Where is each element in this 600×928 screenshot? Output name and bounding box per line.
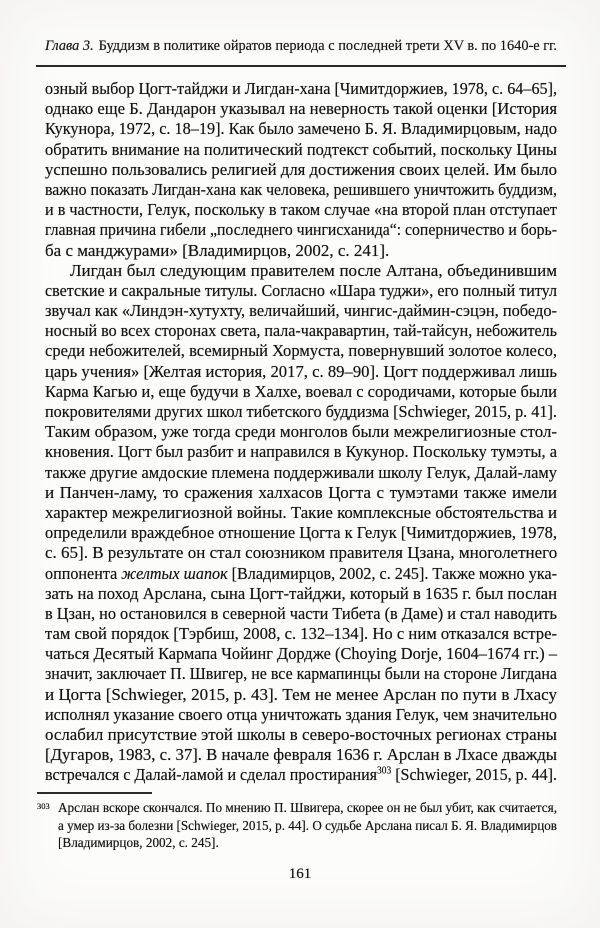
text-line <box>58 834 557 852</box>
body-text <box>45 79 557 786</box>
text-line <box>58 817 557 835</box>
text-line-content: и Панчен-ламу, то сражения халхасов Цогта с тумэтами также имели <box>45 482 557 502</box>
text-line-content: носный во всех сторонах света, пала-чакравартин, тай-тайсун, небожитель <box>45 321 557 341</box>
text-line-content: Арслан вскоре скончался. По мнению П. Швигера, скорее он не был убит, как считается, <box>58 800 557 815</box>
text-line <box>45 503 557 523</box>
text-line <box>45 220 557 240</box>
text-line-content: с. 65]. В результате он стал союзником правителя Цзана, многолетнего <box>45 543 558 563</box>
text-line <box>45 99 557 119</box>
text-line <box>45 281 557 301</box>
running-header-line <box>45 37 557 55</box>
text-line-content: кновения. Цогт был разбит и направился в Кукунор. Поскольку тумэты, а <box>45 442 557 462</box>
text-line <box>45 442 557 462</box>
text-line-content: значит, заключает П. Швигер, не все кармапинцы были на стороне Лигдана <box>45 664 557 684</box>
text-line-content: характер межрелигиозной войны. Такие комплексные обстоятельства и <box>45 502 557 522</box>
text-line <box>45 644 557 664</box>
text-line-content: царь учения» [Желтая история, 2017, с. 89–90]. Цогт поддерживал лишь <box>45 361 557 381</box>
text-line <box>45 685 557 705</box>
text-line-content: исполнял указание своего отца уничтожать здания Гелук, чем значительно <box>45 704 557 724</box>
text-line <box>45 140 557 160</box>
paragraph <box>45 261 557 786</box>
text-line-content: обратить внимание на политический подтекст событий, поскольку Цины <box>45 139 557 159</box>
text-line <box>45 200 557 220</box>
text-line-content: Кукунора, 1972, с. 18–19]. Как было замечено Б. Я. Владимирцовым, надо <box>45 119 557 139</box>
text-line-content: зать на поход Арслана, сына Цогт-тайджи, который в 1635 г. был послан <box>45 583 557 603</box>
text-line-content: Лигдан был следующим правителем после Алтана, объединившим <box>70 260 557 280</box>
footnote-marker: 303 <box>37 801 50 811</box>
text-line <box>45 564 557 584</box>
text-line <box>45 543 557 563</box>
running-header-title: Буддизм в политике ойратов периода с последней трети XV в. по 1640-е гг. <box>98 38 558 54</box>
text-line-content: звучал как «Линдэн-хутухту, величайший, чингис-даймин-сэцэн, победо- <box>45 301 557 321</box>
text-line <box>45 241 557 261</box>
page-number: 161 <box>288 866 312 882</box>
text-line-content: [Дугаров, 1983, с. 37]. В начале февраля 1636 г. Арслан в Лхасе дважды <box>45 745 557 765</box>
text-line-content: важно показать Лигдан-хана как человека, решившего уничтожить буддизм, <box>45 179 557 199</box>
text-line-content: ослабил присутствие этой школы в северо-восточных регионах страны <box>45 725 557 744</box>
text-line <box>45 402 557 422</box>
text-line-content: там свой порядок [Тэрбиш, 2008, с. 132–134]. Но с ним отказался встре- <box>45 624 557 644</box>
text-line <box>45 705 557 725</box>
text-line-content: однако еще Б. Дандарон указывал на неверность такой оценки [История <box>45 99 557 119</box>
text-line-content: в Цзан, но остановился в северной части Тибета (в Даме) и стал наводить <box>45 603 557 623</box>
chapter-label: Глава 3. <box>45 38 94 54</box>
paragraph <box>45 79 557 261</box>
text-line-content: Карма Кагью и, еще будучи в Халхе, воевал с сородичами, которые были <box>45 381 557 401</box>
text-line-content: также другие амдоские племена поддерживали школу Гелук, Далай-ламу <box>45 462 557 482</box>
text-line-content: озный выбор Цогт-тайджи и Лигдан-хана [Чимитдоржиев, 1978, с. 64–65], <box>45 79 557 98</box>
text-line <box>45 523 557 543</box>
text-line-content: успешно пользовались религией для достижения своих целей. Им было <box>45 159 557 179</box>
text-line <box>45 745 557 765</box>
text-line <box>45 119 557 139</box>
text-line-content: Таким образом, уже тогда среди монголов были межрелигиозные стол- <box>45 422 557 442</box>
text-line <box>45 483 557 503</box>
text-line <box>45 664 557 684</box>
text-line-content: светские и сакральные титулы. Согласно «Шара туджи», его полный титул <box>45 280 557 300</box>
text-line <box>58 799 557 817</box>
text-line <box>45 180 557 200</box>
text-line-content: ба с манджурами» [Владимирцов, 2002, с. 241]. <box>45 240 390 260</box>
text-line <box>45 604 557 624</box>
text-line-content: оппонента желтых шапок [Владимирцов, 2002, с. 245]. Также можно ука- <box>45 563 557 583</box>
text-line <box>45 624 557 644</box>
text-line <box>45 584 557 604</box>
text-line-content: среди небожителей, всемирный Хормуста, повернувший золотое колесо, <box>45 341 557 361</box>
text-line <box>45 382 557 402</box>
text-line <box>45 341 557 361</box>
text-line <box>45 160 557 180</box>
text-line <box>45 422 557 442</box>
text-line-content: покровителями других школ тибетского буддизма [Schwieger, 2015, p. 41]. <box>45 402 557 421</box>
text-line-content: встречался с Далай-ламой и сделал простирания$^{303}$ [Schwieger, 2015, p. 44]. <box>45 765 557 785</box>
footnote-text <box>58 799 557 852</box>
text-line-content: и Цогта [Schwieger, 2015, p. 43]. Тем не менее Арслан по пути в Лхасу <box>45 684 557 704</box>
text-line <box>45 725 557 745</box>
text-line-content: и в частности, Гелук, поскольку в таком случае «на второй план отступает <box>45 200 557 220</box>
footnote <box>37 799 558 852</box>
text-line <box>45 301 557 321</box>
text-line-content: [Владимирцов, 2002, с. 245]. <box>58 835 219 851</box>
text-line <box>45 261 557 281</box>
text-line-content: главная причина гибели „последнего чингисханида“: соперничество и борь- <box>45 220 557 240</box>
text-line-content: а умер из-за болезни [Schwieger, 2015, p. 44]. О судьбе Арслана писал Б. Я. Владимирцов <box>58 817 557 833</box>
running-header <box>45 37 557 55</box>
text-line <box>45 79 557 99</box>
text-line-content: определили враждебное отношение Цогта к Гелук [Чимитдоржиев, 1978, <box>45 523 557 543</box>
text-line <box>45 765 557 785</box>
text-line <box>45 362 557 382</box>
text-line <box>45 463 557 483</box>
text-line-content: чаться Десятый Кармапа Чойинг Дордже (Choying Dorje, 1604–1674 гг.) – <box>45 644 557 664</box>
footnote-separator-rule <box>37 792 152 794</box>
text-line <box>45 321 557 341</box>
header-rule <box>36 65 566 67</box>
